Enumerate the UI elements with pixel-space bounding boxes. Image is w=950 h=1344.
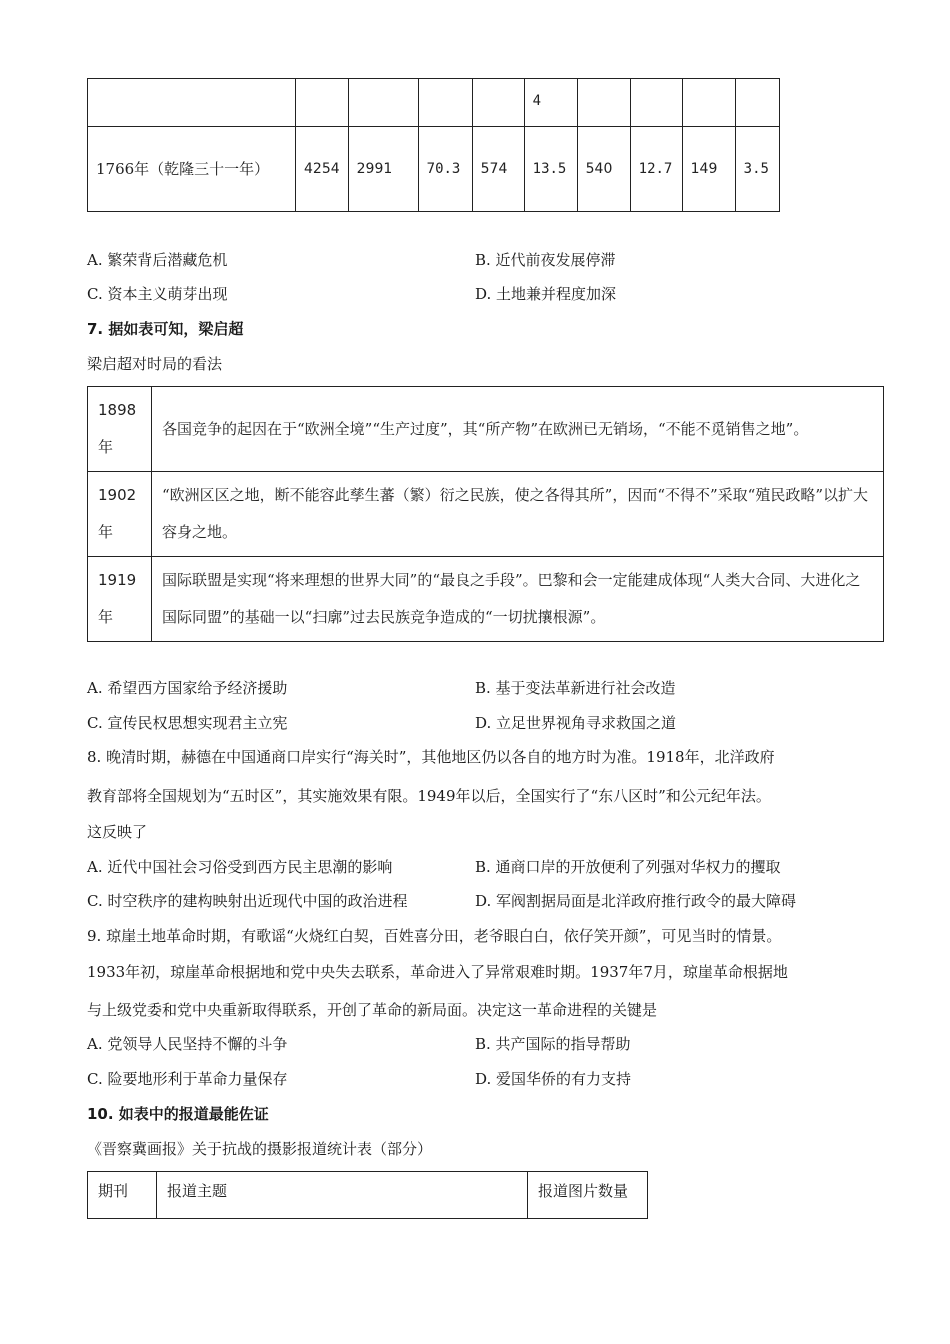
table-cell: 2991 — [348, 127, 418, 212]
q9-stem-line-3: 与上级党委和党中央重新取得联系，开创了革命的新局面。决定这一革命进程的关键是 — [87, 1001, 658, 1019]
table-cell — [682, 79, 735, 127]
q8-option-d: D. 军阀割据局面是北洋政府推行政令的最大障碍 — [475, 892, 797, 910]
q7-stem: 7. 据如表可知，梁启超 — [87, 320, 244, 338]
q10-table-title: 《晋察冀画报》关于抗战的摄影报道统计表（部分） — [87, 1140, 433, 1158]
q8-stem-line-3: 这反映了 — [87, 823, 148, 841]
table-cell: 13.5 — [524, 127, 577, 212]
table-row — [88, 557, 884, 642]
table-row — [88, 387, 884, 472]
table-header-cell: 期刊 — [88, 1172, 157, 1219]
table-cell: 540 — [577, 127, 630, 212]
q6-option-a: A. 繁荣背后潜藏危机 — [87, 251, 228, 269]
q9-option-a: A. 党领导人民坚持不懈的斗争 — [87, 1035, 288, 1053]
table-cell-text: 各国竞争的起因在于“欧洲全境”“生产过度”，其“所产物”在欧洲已无销场，“不能不觅销售之地”。 — [152, 387, 884, 472]
table-header-cell: 报道主题 — [157, 1172, 528, 1219]
table-cell: 3.5 — [735, 127, 779, 212]
table-cell: 4254 — [296, 127, 349, 212]
q8-stem-line-1: 8. 晚清时期，赫德在中国通商口岸实行“海关时”，其他地区仍以各自的地方时为准。1918年，北洋政府 — [87, 748, 775, 766]
table-cell-year: 1766年（乾隆三十一年） — [88, 127, 296, 212]
q6-option-b: B. 近代前夜发展停滞 — [475, 251, 616, 269]
table-cell — [348, 79, 418, 127]
q8-option-a: A. 近代中国社会习俗受到西方民主思潮的影响 — [87, 858, 393, 876]
q9-stem-line-2: 1933年初，琼崖革命根据地和党中央失去联系，革命进入了异常艰难时期。1937年7月，琼崖革命根据地 — [87, 963, 788, 981]
table-header-cell: 报道图片数量 — [528, 1172, 648, 1219]
q9-stem-line-1: 9. 琼崖土地革命时期，有歌谣“火烧红白契，百姓喜分田，老爷眼白白，依仔笑开颜”，可见当时的情景。 — [87, 927, 782, 945]
q6-option-c: C. 资本主义萌芽出现 — [87, 285, 228, 303]
table-cell — [735, 79, 779, 127]
table-cell-text: 国际联盟是实现“将来理想的世界大同”的“最良之手段”。巴黎和会一定能建成体现“人类大合同、大进化之国际同盟”的基础一以“扫廓”过去民族竞争造成的“一切扰攘根源”。 — [152, 557, 884, 642]
liang-qichao-table — [87, 386, 884, 642]
table-header-row — [88, 1172, 648, 1219]
table-cell — [630, 79, 682, 127]
q9-option-b: B. 共产国际的指导帮助 — [475, 1035, 631, 1053]
q8-stem-line-2: 教育部将全国规划为“五时区”，其实施效果有限。1949年以后，全国实行了“东八区时”和公元纪年法。 — [87, 787, 771, 805]
table-cell: 574 — [472, 127, 524, 212]
q7-option-a: A. 希望西方国家给予经济援助 — [87, 679, 288, 697]
q6-option-d: D. 土地兼并程度加深 — [475, 285, 617, 303]
table-cell — [296, 79, 349, 127]
table-cell: 149 — [682, 127, 735, 212]
table-cell-text: “欧洲区区之地，断不能容此孳生蕃（繁）衍之民族，使之各得其所”，因而“不得不”采取“殖民政略”以扩大容身之地。 — [152, 472, 884, 557]
table-cell — [88, 79, 296, 127]
table-cell-year: 1902年 — [88, 472, 152, 557]
q8-option-c: C. 时空秩序的建构映射出近现代中国的政治进程 — [87, 892, 408, 910]
table-cell — [577, 79, 630, 127]
table-cell — [418, 79, 472, 127]
data-table-top — [87, 78, 780, 212]
q7-option-b: B. 基于变法革新进行社会改造 — [475, 679, 676, 697]
q7-option-c: C. 宣传民权思想实现君主立宪 — [87, 714, 288, 732]
q9-option-c: C. 险要地形利于革命力量保存 — [87, 1070, 288, 1088]
q8-option-b: B. 通商口岸的开放便利了列强对华权力的攫取 — [475, 858, 781, 876]
table-cell-year: 1919年 — [88, 557, 152, 642]
report-table — [87, 1171, 648, 1219]
table-cell — [472, 79, 524, 127]
q7-option-d: D. 立足世界视角寻求救国之道 — [475, 714, 677, 732]
q9-option-d: D. 爱国华侨的有力支持 — [475, 1070, 632, 1088]
table-cell: 70.3 — [418, 127, 472, 212]
table-cell: 4 — [524, 79, 577, 127]
table-row — [88, 472, 884, 557]
q10-stem: 10. 如表中的报道最能佐证 — [87, 1105, 269, 1123]
table-row — [88, 79, 780, 127]
table-cell-year: 1898年 — [88, 387, 152, 472]
table-cell: 12.7 — [630, 127, 682, 212]
table-row — [88, 127, 780, 212]
q7-table-title: 梁启超对时局的看法 — [87, 355, 223, 373]
